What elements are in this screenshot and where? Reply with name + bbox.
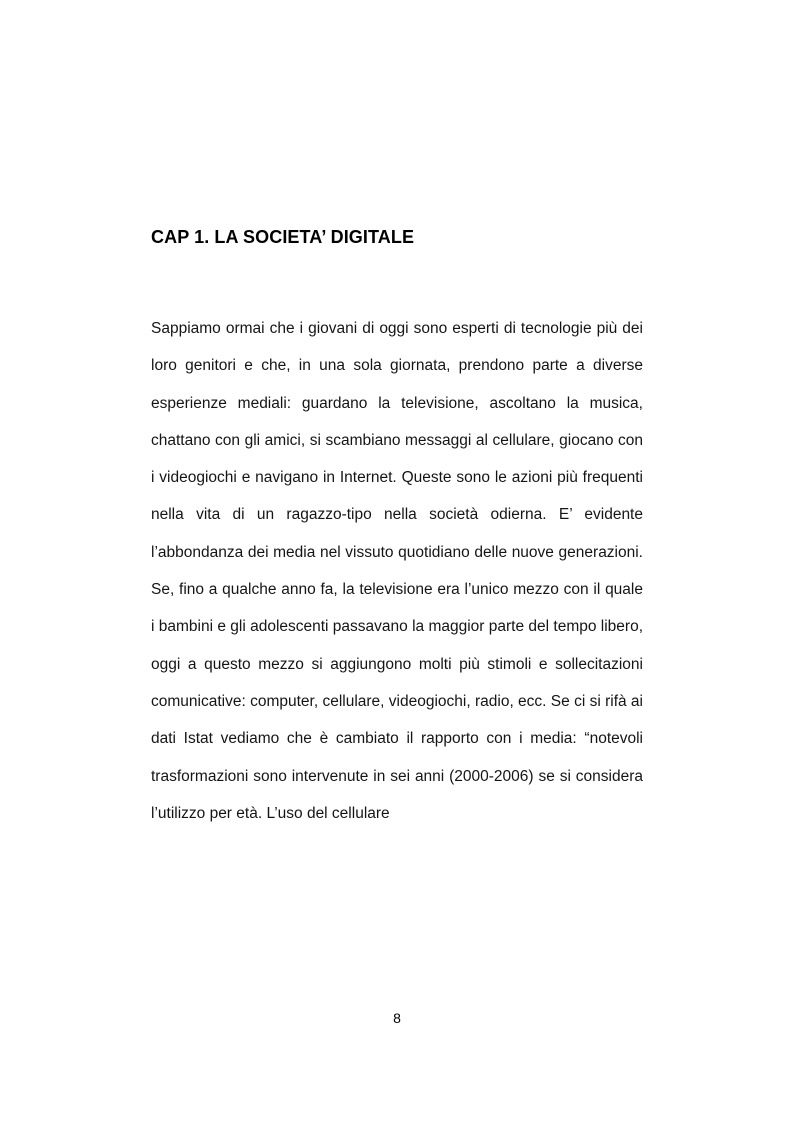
chapter-title: CAP 1. LA SOCIETA’ DIGITALE — [151, 227, 415, 247]
body-paragraph: Sappiamo ormai che i giovani di oggi sono esperti di tecnologie più dei loro genitori e che, in una sola giornata, prendono parte a diverse esperienze mediali: guardano la televisione, ascoltano la musica, chattano con gli amici, si scambiano messaggi al cellulare, giocano con i videogiochi e navigano in Internet. Queste sono le azioni più frequenti nella vita di un ragazzo-tipo nella società odierna. E’ evidente l’abbondanza dei media nel vissuto quotidiano delle nuove generazioni. Se, fino a qualche anno fa, la televisione era l’unico mezzo con il quale i bambini e gli adolescenti passavano la maggior parte del tempo libero, oggi a questo mezzo si aggiungono molti più stimoli e sollecitazioni comunicative: computer, cellulare, videogiochi, radio, ecc. Se ci si rifà ai dati Istat vediamo che è cambiato il rapporto con i media: “notevoli trasformazioni sono intervenute in sei anni (2000-2006) se si considera l’utilizzo per età. L’uso del cellulare — [151, 320, 643, 822]
page-number: 8 — [393, 1010, 401, 1026]
